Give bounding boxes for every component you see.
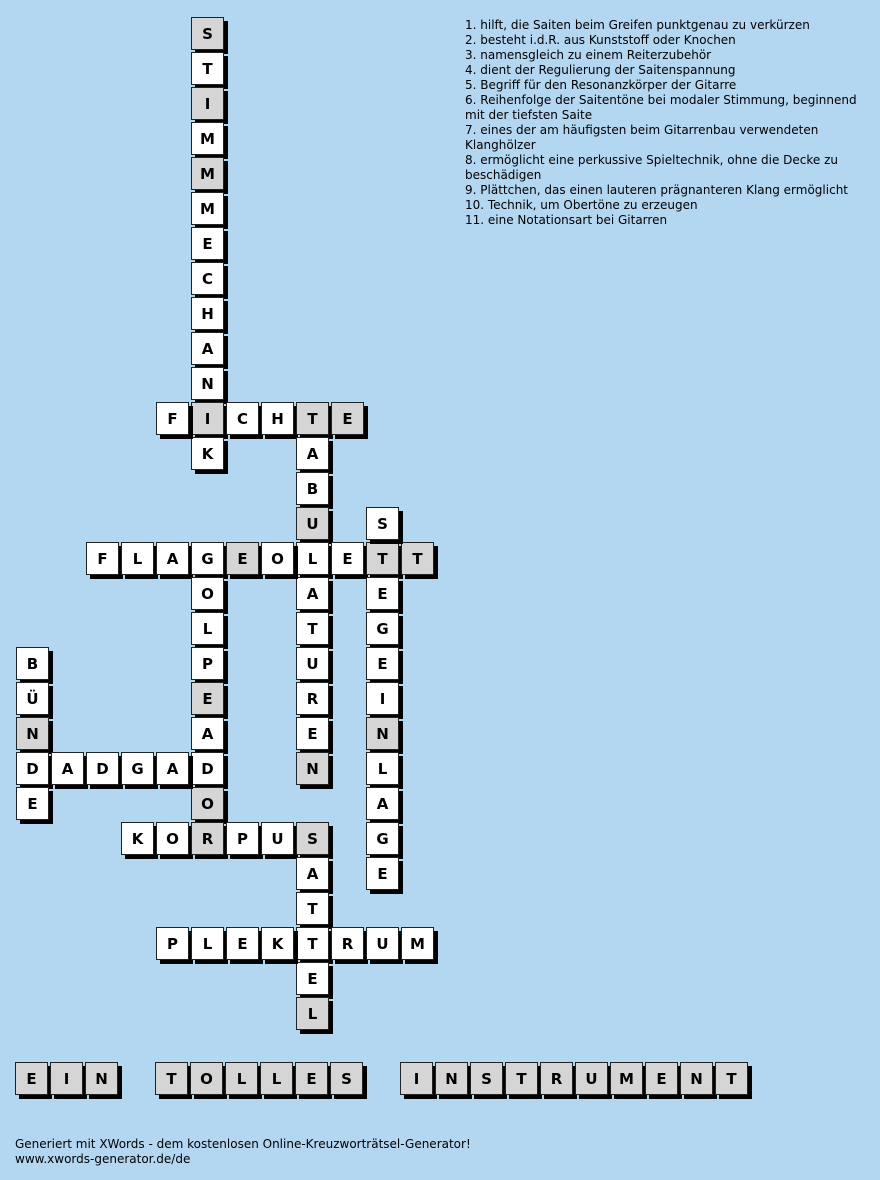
grid-cell[interactable]: G: [191, 542, 224, 575]
clue-item: 2. besteht i.d.R. aus Kunststoff oder Knochen: [465, 33, 736, 47]
grid-cell[interactable]: K: [261, 927, 294, 960]
grid-cell[interactable]: T: [296, 927, 329, 960]
solution-cell[interactable]: T: [715, 1062, 748, 1095]
grid-cell[interactable]: U: [261, 822, 294, 855]
clue-item: 4. dient der Regulierung der Saitenspannung: [465, 63, 736, 77]
grid-cell[interactable]: A: [51, 752, 84, 785]
solution-cell[interactable]: S: [470, 1062, 503, 1095]
solution-cell[interactable]: T: [155, 1062, 188, 1095]
grid-cell[interactable]: I: [191, 87, 224, 120]
solution-cell[interactable]: E: [295, 1062, 328, 1095]
grid-cell[interactable]: F: [86, 542, 119, 575]
grid-cell[interactable]: E: [226, 542, 259, 575]
grid-cell[interactable]: D: [16, 752, 49, 785]
grid-cell[interactable]: E: [226, 927, 259, 960]
grid-cell[interactable]: T: [401, 542, 434, 575]
grid-cell[interactable]: H: [191, 297, 224, 330]
grid-cell[interactable]: L: [121, 542, 154, 575]
grid-cell[interactable]: O: [191, 787, 224, 820]
grid-cell[interactable]: L: [191, 612, 224, 645]
grid-cell[interactable]: Ü: [16, 682, 49, 715]
solution-cell[interactable]: N: [435, 1062, 468, 1095]
clue-item: 5. Begriff für den Resonanzkörper der Gitarre: [465, 78, 737, 92]
grid-cell[interactable]: S: [191, 17, 224, 50]
grid-cell[interactable]: A: [156, 752, 189, 785]
grid-cell[interactable]: M: [401, 927, 434, 960]
grid-cell[interactable]: T: [296, 892, 329, 925]
grid-cell[interactable]: A: [191, 332, 224, 365]
footer-credit: Generiert mit XWords - dem kostenlosen Online-Kreuzworträtsel-Generator!: [15, 1137, 471, 1151]
grid-cell[interactable]: M: [191, 192, 224, 225]
clue-item: 6. Reihenfolge der Saitentöne bei modaler Stimmung, beginnend mit der tiefsten Saite: [465, 93, 857, 122]
grid-cell[interactable]: O: [156, 822, 189, 855]
clue-item: 8. ermöglicht eine perkussive Spieltechnik, ohne die Decke zu beschädigen: [465, 153, 839, 182]
grid-cell[interactable]: P: [191, 647, 224, 680]
grid-cell[interactable]: D: [86, 752, 119, 785]
solution-cell[interactable]: E: [15, 1062, 48, 1095]
grid-cell[interactable]: T: [191, 52, 224, 85]
grid-cell[interactable]: E: [331, 402, 364, 435]
grid-cell[interactable]: G: [366, 822, 399, 855]
grid-cell[interactable]: U: [296, 647, 329, 680]
solution-cell[interactable]: U: [575, 1062, 608, 1095]
grid-cell[interactable]: E: [366, 577, 399, 610]
grid-cell[interactable]: K: [191, 437, 224, 470]
grid-cell[interactable]: P: [226, 822, 259, 855]
clue-item: 11. eine Notationsart bei Gitarren: [465, 213, 668, 227]
grid-cell[interactable]: M: [191, 157, 224, 190]
grid-cell[interactable]: T: [366, 542, 399, 575]
solution-cell[interactable]: I: [50, 1062, 83, 1095]
grid-cell[interactable]: E: [296, 717, 329, 750]
solution-cell[interactable]: S: [330, 1062, 363, 1095]
clue-item: 3. namensgleich zu einem Reiterzubehör: [465, 48, 712, 62]
grid-cell[interactable]: U: [296, 507, 329, 540]
grid-cell[interactable]: L: [366, 752, 399, 785]
grid-cell[interactable]: E: [366, 857, 399, 890]
grid-cell[interactable]: H: [261, 402, 294, 435]
grid-cell[interactable]: M: [191, 122, 224, 155]
solution-cell[interactable]: T: [505, 1062, 538, 1095]
grid-cell[interactable]: R: [296, 682, 329, 715]
grid-cell[interactable]: L: [191, 927, 224, 960]
solution-cell[interactable]: L: [225, 1062, 258, 1095]
grid-cell[interactable]: C: [226, 402, 259, 435]
grid-cell[interactable]: A: [191, 717, 224, 750]
grid-cell[interactable]: T: [296, 612, 329, 645]
grid-cell[interactable]: G: [121, 752, 154, 785]
grid-cell[interactable]: A: [156, 542, 189, 575]
grid-cell[interactable]: K: [121, 822, 154, 855]
solution-cell[interactable]: N: [85, 1062, 118, 1095]
grid-cell[interactable]: L: [296, 542, 329, 575]
grid-cell[interactable]: F: [156, 402, 189, 435]
solution-cell[interactable]: L: [260, 1062, 293, 1095]
solution-cell[interactable]: N: [680, 1062, 713, 1095]
grid-cell[interactable]: G: [366, 612, 399, 645]
grid-cell[interactable]: B: [296, 472, 329, 505]
grid-cell[interactable]: E: [191, 682, 224, 715]
footer: [15, 1137, 471, 1167]
grid-cell[interactable]: S: [366, 507, 399, 540]
solution-cell[interactable]: I: [400, 1062, 433, 1095]
solution-cell[interactable]: R: [540, 1062, 573, 1095]
clue-item: 7. eines der am häufigsten beim Gitarrenbau verwendeten Klanghölzer: [465, 123, 819, 152]
grid-cell[interactable]: C: [191, 262, 224, 295]
grid-cell[interactable]: R: [331, 927, 364, 960]
grid-cell[interactable]: E: [16, 787, 49, 820]
clue-item: 1. hilft, die Saiten beim Greifen punktgenau zu verkürzen: [465, 18, 810, 32]
grid-cell[interactable]: A: [296, 577, 329, 610]
grid-cell[interactable]: N: [16, 717, 49, 750]
grid-cell[interactable]: I: [366, 682, 399, 715]
clue-list: [465, 18, 865, 228]
grid-cell[interactable]: E: [366, 647, 399, 680]
grid-cell[interactable]: S: [296, 822, 329, 855]
grid-cell[interactable]: E: [191, 227, 224, 260]
grid-cell[interactable]: T: [296, 402, 329, 435]
solution-cell[interactable]: E: [645, 1062, 678, 1095]
grid-cell[interactable]: O: [191, 577, 224, 610]
grid-cell[interactable]: E: [331, 542, 364, 575]
grid-cell[interactable]: D: [191, 752, 224, 785]
grid-cell[interactable]: A: [296, 857, 329, 890]
grid-cell[interactable]: A: [366, 787, 399, 820]
grid-cell[interactable]: I: [191, 402, 224, 435]
footer-url[interactable]: www.xwords-generator.de/de: [15, 1152, 191, 1166]
grid-cell[interactable]: N: [296, 752, 329, 785]
solution-cell[interactable]: O: [190, 1062, 223, 1095]
grid-cell[interactable]: P: [156, 927, 189, 960]
grid-cell[interactable]: L: [296, 997, 329, 1030]
grid-cell[interactable]: N: [191, 367, 224, 400]
grid-cell[interactable]: B: [16, 647, 49, 680]
clue-item: 10. Technik, um Obertöne zu erzeugen: [465, 198, 698, 212]
solution-cell[interactable]: M: [610, 1062, 643, 1095]
grid-cell[interactable]: O: [261, 542, 294, 575]
grid-cell[interactable]: R: [191, 822, 224, 855]
clue-item: 9. Plättchen, das einen lauteren prägnanteren Klang ermöglicht: [465, 183, 849, 197]
grid-cell[interactable]: U: [366, 927, 399, 960]
grid-cell[interactable]: E: [296, 962, 329, 995]
grid-cell[interactable]: N: [366, 717, 399, 750]
grid-cell[interactable]: A: [296, 437, 329, 470]
